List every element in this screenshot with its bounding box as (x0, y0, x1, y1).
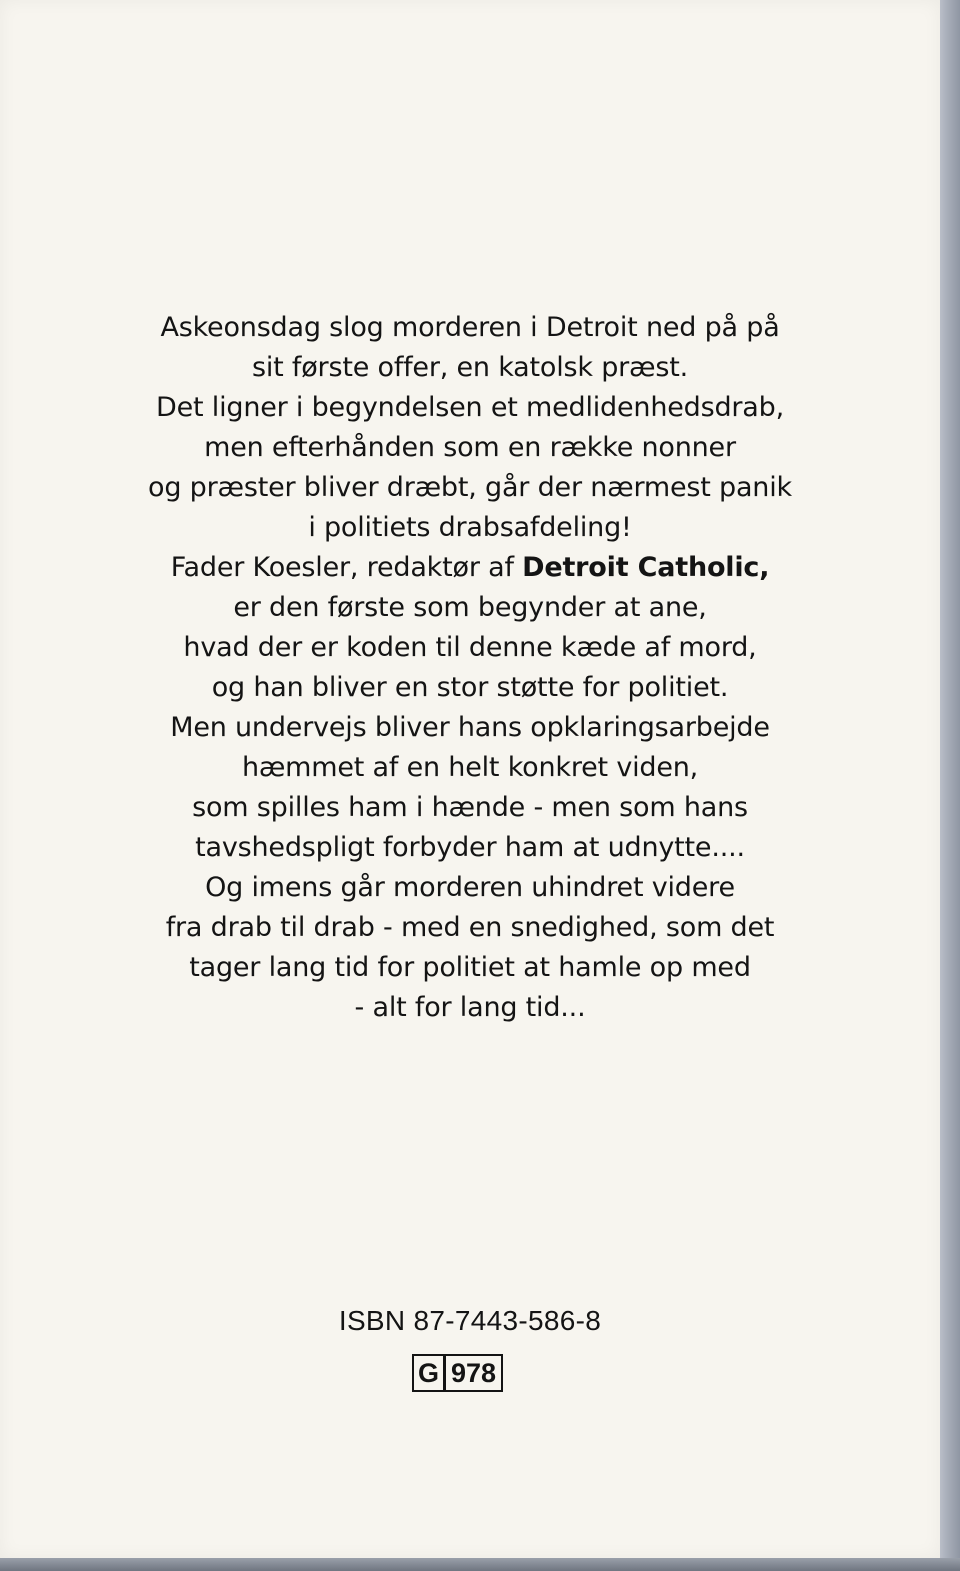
blurb-line: og præster bliver dræbt, går der nærmest panik (148, 472, 792, 503)
blurb-line: men efterhånden som en række nonner (204, 432, 736, 463)
blurb-line (0, 548, 940, 588)
price-code-box (412, 1354, 503, 1392)
blurb-line: tager lang tid for politiet at hamle op med (189, 952, 751, 983)
blurb-line: hvad der er koden til denne kæde af mord, (183, 632, 757, 663)
blurb-line: Men undervejs bliver hans opklaringsarbejde (170, 712, 770, 743)
blurb-line: Askeonsdag slog morderen i Detroit ned på på (160, 312, 780, 343)
publication-name: Detroit Catholic, (522, 552, 770, 583)
blurb-line: - alt for lang tid... (354, 992, 586, 1023)
price-code-letter: G (414, 1356, 446, 1390)
blurb-line: Det ligner i begyndelsen et medlidenhedsdrab, (156, 392, 784, 423)
blurb-line: tavshedspligt forbyder ham at udnytte.... (195, 832, 745, 863)
blurb-line: er den første som begynder at ane, (233, 592, 707, 623)
price-code-number: 978 (451, 1358, 497, 1388)
blurb-text (0, 308, 940, 1028)
cover-edge-right (940, 0, 960, 1571)
blurb-line: fra drab til drab - med en snedighed, som det (165, 912, 775, 943)
blurb-line: sit første offer, en katolsk præst. (251, 352, 688, 383)
cover-edge-bottom (0, 1558, 960, 1571)
blurb-line: i politiets drabsafdeling! (308, 512, 632, 543)
blurb-line: som spilles ham i hænde - men som hans (192, 792, 748, 823)
blurb-line: Og imens går morderen uhindret videre (205, 872, 735, 903)
blurb-line: hæmmet af en helt konkret viden, (241, 752, 699, 783)
blurb-line: og han bliver en stor støtte for politiet. (211, 672, 729, 703)
blurb-line-text: Fader Koesler, redaktør af (170, 552, 523, 583)
isbn-number: ISBN 87-7443-586-8 (338, 1305, 602, 1336)
